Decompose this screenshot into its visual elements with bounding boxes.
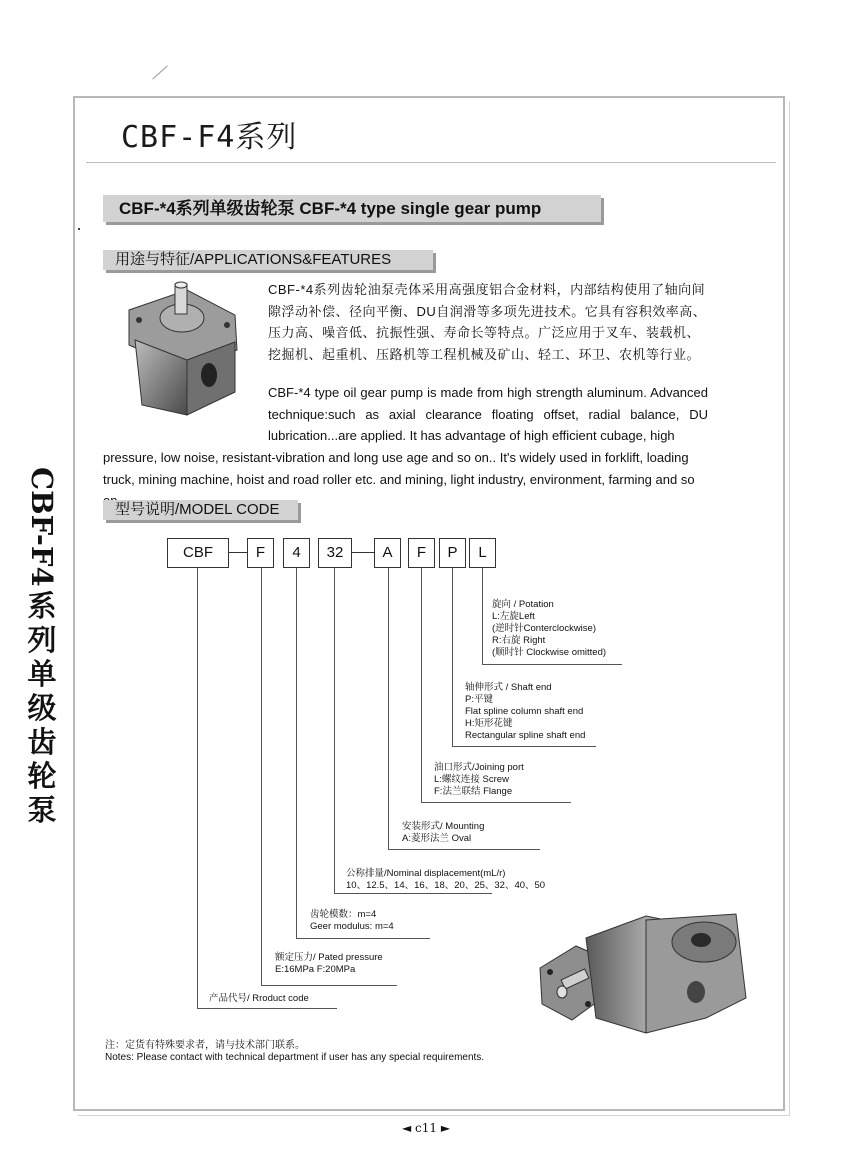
- side-title-char: 系: [27, 589, 57, 623]
- connector-product: [197, 568, 198, 1009]
- code-box-rotation: L: [469, 538, 496, 568]
- code-box-mounting: A: [374, 538, 401, 568]
- side-title: [22, 465, 62, 827]
- page-title: CBF-F4系列: [121, 120, 298, 155]
- code-box-port: F: [408, 538, 435, 568]
- side-title-char: 列: [27, 623, 57, 657]
- code-dash: [352, 552, 374, 553]
- title-divider: [86, 162, 776, 163]
- connector-modulus: [296, 568, 297, 939]
- section-header: CBF-*4系列单级齿轮泵 CBF-*4 type single gear pump: [103, 195, 601, 222]
- connector-rotation: [482, 568, 483, 665]
- applications-header: 用途与特征/APPLICATIONS&FEATURES: [103, 250, 433, 270]
- connector-rotation-h: [482, 664, 622, 665]
- side-title-char: 级: [27, 691, 57, 725]
- model-code-header: 型号说明/MODEL CODE: [103, 500, 298, 520]
- side-title-char: 单: [27, 657, 57, 691]
- page-number: ◄ c11 ►: [402, 1121, 451, 1135]
- gear-pump-assembly-image: [536, 908, 756, 1042]
- displacement-description: 公称排量/Nominal displacement(mL/r) 10、12.5、14、16、18、20、25、32、40、50: [346, 868, 546, 891]
- code-box-product: CBF: [167, 538, 229, 568]
- notes-en: Notes: Please contact with technical department if user has any special requirements.: [105, 1052, 485, 1063]
- code-box-modulus: 4: [283, 538, 310, 568]
- connector-mounting-h: [388, 849, 540, 850]
- connector-pressure: [261, 568, 262, 986]
- connector-mounting: [388, 568, 389, 850]
- connector-port: [421, 568, 422, 803]
- connector-shaft: [452, 568, 453, 747]
- applications-en-text: CBF-*4 type oil gear pump is made from high strength aluminum. Advanced technique:such as axial clearance floating offset, radial balance, DU lubrication...are applied. It has advantage of high efficient cubage, high: [268, 385, 708, 443]
- connector-displacement-h: [334, 893, 492, 894]
- applications-en-text-cont: pressure, low noise, resistant-vibration and long use age and so on.. It's widely used in forklift, loading truck, mining machine, hoist and road roller etc. and mining, light industry, environment, farming and so: [103, 450, 695, 487]
- connector-modulus-h: [296, 938, 430, 939]
- margin-dot: [78, 228, 80, 230]
- connector-port-h: [421, 802, 571, 803]
- code-box-displacement: 32: [318, 538, 352, 568]
- rotation-description: 旋向 / Potation L:左旋Left (逆时针Conterclockwise) R:右旋 Right (顺时针 Clockwise omitted): [492, 599, 607, 658]
- pressure-description: 额定压力/ Pated pressure E:16MPa F:20MPa: [275, 952, 383, 975]
- notes-cn: 注：定货有特殊要求者，请与技术部门联系。: [105, 1040, 305, 1051]
- connector-product-h: [197, 1008, 337, 1009]
- notes: [105, 1040, 484, 1064]
- code-dash: [229, 552, 247, 553]
- gear-pump-image: [117, 280, 247, 420]
- side-title-char: 轮: [27, 759, 57, 793]
- connector-shaft-h: [452, 746, 596, 747]
- side-title-char: 齿: [27, 725, 57, 759]
- port-description: 油口形式/Joining port L:螺纹连接 Screw F:法兰联结 Flange: [434, 762, 524, 797]
- modulus-description: 齿轮模数：m=4 Geer modulus: m=4: [310, 909, 394, 932]
- shaft-description: 轴伸形式 / Shaft end P:平键 Flat spline column shaft end H:矩形花键 Rectangular spline shaft end: [465, 682, 586, 741]
- product-description: 产品代号/ Rroduct code: [209, 993, 309, 1004]
- side-title-code: CBF-F4: [25, 467, 59, 587]
- corner-mark: [152, 65, 168, 79]
- applications-cn-text: CBF-*4系列齿轮油泵壳体采用高强度铝合金材料，内部结构使用了轴向间隙浮动补偿、径向平衡、DU自润滑等多项先进技术。它具有容积效率高、压力高、噪音低、抗振性强、寿命长等特点。广泛应用于叉车、装载机、挖掘机、起重机、压路机等工程机械及矿山、轻工、环卫、农机等行业。: [268, 282, 707, 362]
- code-box-pressure: F: [247, 538, 274, 568]
- code-box-shaft: P: [439, 538, 466, 568]
- connector-displacement: [334, 568, 335, 894]
- side-title-char: 泵: [27, 793, 57, 827]
- connector-pressure-h: [261, 985, 397, 986]
- mounting-description: 安装形式/ Mounting A:菱形法兰 Oval: [402, 821, 485, 844]
